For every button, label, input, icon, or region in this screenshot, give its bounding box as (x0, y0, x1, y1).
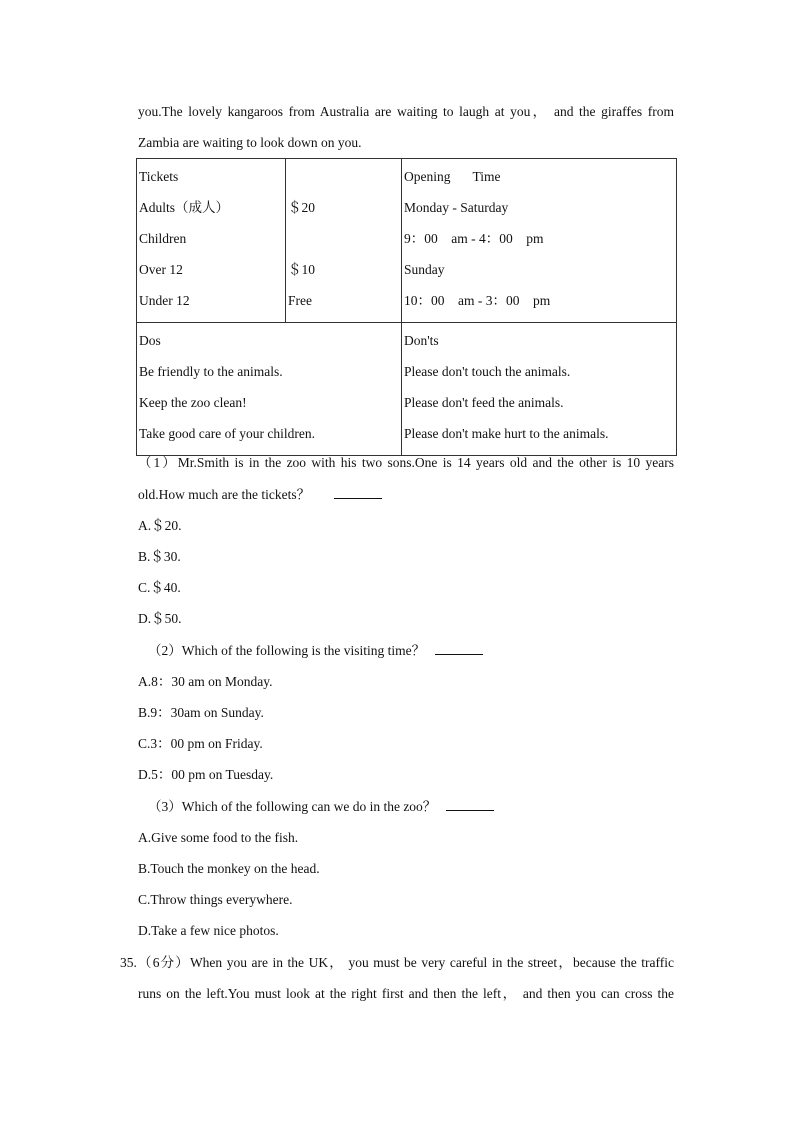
dos-item: Be friendly to the animals. (139, 364, 283, 379)
q1-option-a: A.＄20. (138, 518, 182, 533)
dos-header: Dos (139, 333, 161, 348)
tickets-prices-cell (286, 159, 402, 323)
q1-option-c: C.＄40. (138, 580, 181, 595)
q3-option-d: D.Take a few nice photos. (138, 923, 279, 938)
intro-line-2: Zambia are waiting to look down on you. (138, 135, 362, 150)
q1-text-line-1: （1）Mr.Smith is in the zoo with his two sons.One is 14 years old and the other is 10 years (138, 455, 674, 470)
donts-cell (402, 323, 677, 456)
q2-option-b: B.9：30am on Sunday. (138, 705, 264, 720)
q1-text-line-2 (138, 486, 382, 504)
q2-text: （2）Which of the following is the visiting time？ (148, 643, 426, 658)
opening-label: Opening (404, 169, 451, 184)
dos-cell (137, 323, 402, 456)
q35-text-line-1: 35.（6分）When you are in the UK， you must be very careful in the street，because the traffic (120, 955, 674, 970)
sunday-label: Sunday (404, 262, 445, 277)
answer-blank[interactable] (446, 798, 494, 811)
sunday-hours: 10：00 am - 3：00 pm (404, 293, 551, 308)
weekday-days: Monday - Saturday (404, 200, 509, 215)
tickets-header: Tickets (139, 169, 179, 184)
tickets-labels-cell (137, 159, 286, 323)
children-label: Children (139, 231, 187, 246)
q2-option-d: D.5：00 pm on Tuesday. (138, 767, 274, 782)
q3-line (148, 798, 494, 816)
q1-text: old.How much are the tickets？ (138, 487, 311, 502)
q3-option-c: C.Throw things everywhere. (138, 892, 293, 907)
q35-text-line-2: runs on the left.You must look at the right first and then the left， and then you can cross the (138, 986, 674, 1001)
q2-option-a: A.8：30 am on Monday. (138, 674, 273, 689)
over12-label: Over 12 (139, 262, 183, 277)
over12-price: ＄10 (288, 262, 315, 277)
zoo-info-table (136, 158, 677, 456)
table-row-tickets (137, 159, 677, 323)
adults-label: Adults（成人） (139, 200, 230, 215)
intro-line-1: you.The lovely kangaroos from Australia are waiting to laugh at you， and the giraffes from (138, 104, 674, 119)
dos-item: Take good care of your children. (139, 426, 315, 441)
adults-price: ＄20 (288, 200, 315, 215)
q1-option-b: B.＄30. (138, 549, 181, 564)
opening-time-header (404, 159, 676, 190)
donts-header: Don'ts (404, 333, 439, 348)
q3-option-b: B.Touch the monkey on the head. (138, 861, 320, 876)
donts-item: Please don't touch the animals. (404, 364, 571, 379)
weekday-hours: 9：00 am - 4：00 pm (404, 231, 544, 246)
opening-time-cell (402, 159, 677, 323)
q1-option-d: D.＄50. (138, 611, 182, 626)
donts-item: Please don't make hurt to the animals. (404, 426, 609, 441)
answer-blank[interactable] (435, 642, 483, 655)
q2-line (148, 642, 483, 660)
dos-item: Keep the zoo clean! (139, 395, 247, 410)
table-row-rules (137, 323, 677, 456)
q2-option-c: C.3：00 pm on Friday. (138, 736, 263, 751)
q3-text: （3）Which of the following can we do in the zoo？ (148, 799, 437, 814)
time-label: Time (472, 169, 501, 184)
donts-item: Please don't feed the animals. (404, 395, 564, 410)
q3-option-a: A.Give some food to the fish. (138, 830, 299, 845)
under12-price: Free (288, 293, 312, 308)
under12-label: Under 12 (139, 293, 190, 308)
answer-blank[interactable] (334, 486, 382, 499)
